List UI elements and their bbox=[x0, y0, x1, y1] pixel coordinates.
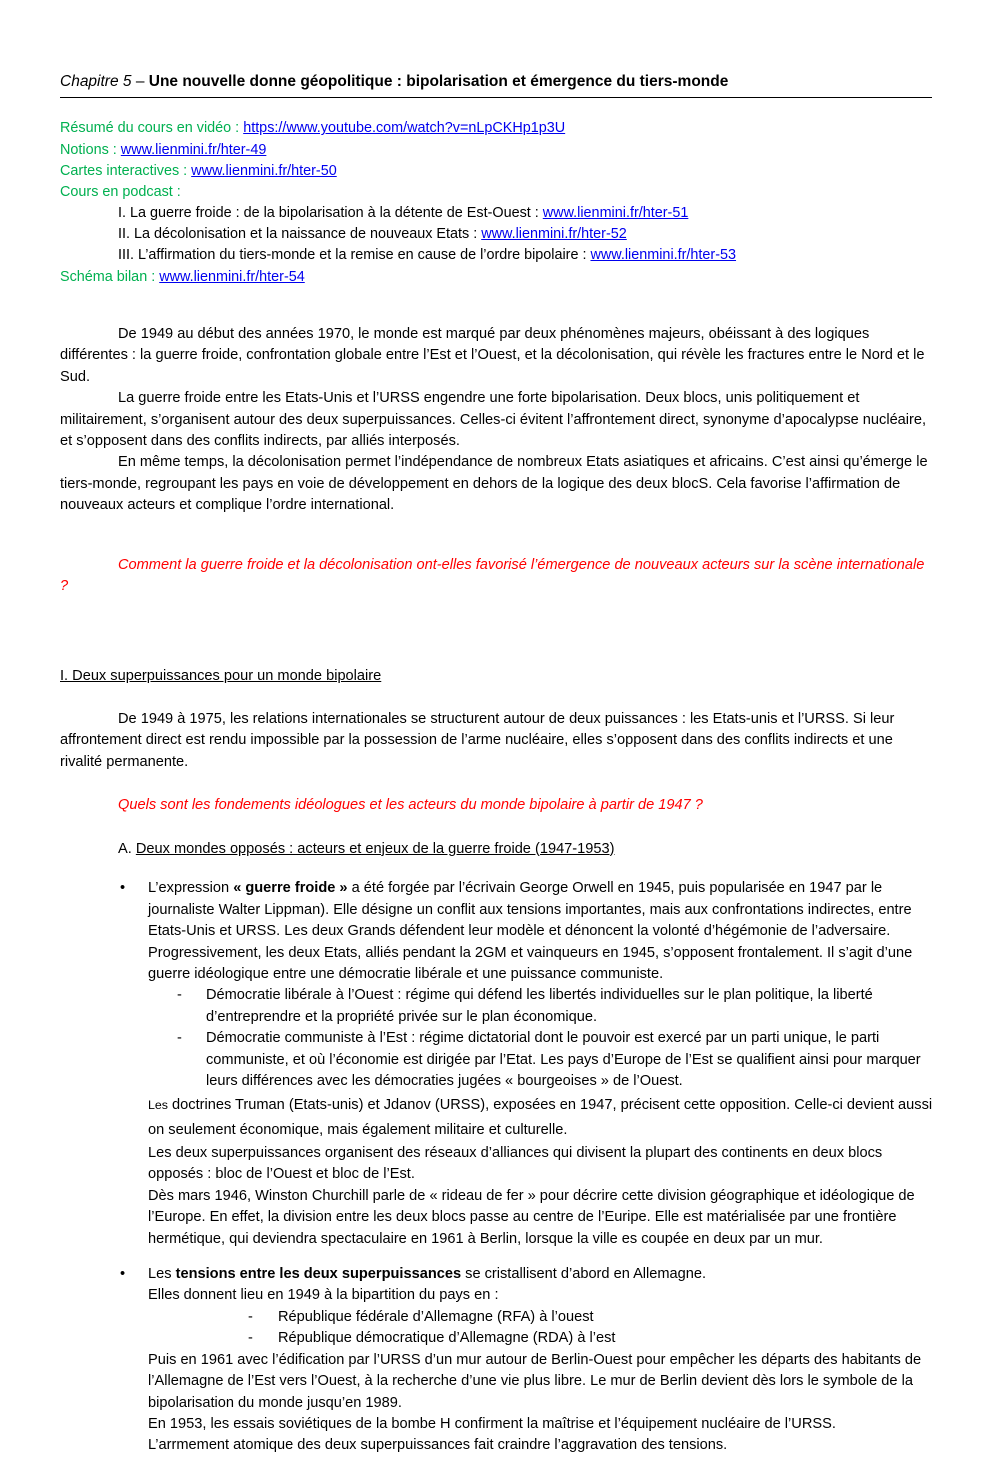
link-video[interactable]: https://www.youtube.com/watch?v=nLpCKHp1p3U bbox=[243, 120, 566, 137]
part-one-heading: I. Deux superpuissances pour un monde bipolaire bbox=[60, 667, 382, 684]
podcast-text-3: III. L’affirmation du tiers-monde et la remise en cause de l’ordre bipolaire : bbox=[118, 247, 591, 264]
bullet-item-2 bbox=[60, 1264, 935, 1457]
subsection-a-heading bbox=[60, 839, 935, 860]
dash-marker: - bbox=[248, 1330, 253, 1347]
subsection-a-lead: A. bbox=[118, 840, 136, 857]
resource-label-cartes: Cartes interactives : bbox=[60, 162, 192, 179]
link-podcast-3[interactable]: www.lienmini.fr/hter-53 bbox=[590, 247, 737, 264]
bullet-1-flow-1-lead: Les bbox=[148, 1097, 168, 1112]
bullet-1-flow-1-text: doctrines Truman (Etats-unis) et Jdanov (URSS), exposées en 1947, précisent cette opposition. Celle-ci devient aussi on seulement économique, mais également militaire et culturelle. bbox=[148, 1096, 933, 1138]
bullet-2-text-a: Les bbox=[148, 1265, 176, 1282]
link-podcast-2[interactable]: www.lienmini.fr/hter-52 bbox=[481, 226, 627, 243]
resource-row-video bbox=[60, 118, 935, 139]
part-one-heading-wrap bbox=[60, 666, 935, 687]
title-dash: – bbox=[131, 73, 149, 90]
resource-links-block bbox=[60, 118, 935, 287]
spacer bbox=[60, 860, 935, 878]
resource-row-schema bbox=[60, 267, 935, 288]
page-title bbox=[60, 72, 932, 98]
spacer bbox=[60, 644, 935, 666]
link-podcast-1[interactable]: www.lienmini.fr/hter-51 bbox=[542, 205, 689, 222]
problematique-generale: Comment la guerre froide et la décolonisation ont-elles favorisé l’émergence de nouveaux acteurs sur la scène internationale ? bbox=[60, 556, 925, 595]
intro-paragraph-3: En même temps, la décolonisation permet l’indépendance de nombreux Etats asiatiques et africains. C’est ainsi qu’émerge le tiers-monde, regroupant les pays en voie de développement en dehors de la logique des deux blocS. Cela favorise l’affirmation de nouveaux acteurs et complique l’ordre international. bbox=[60, 454, 928, 514]
resource-row-notions bbox=[60, 140, 935, 161]
bullet-2-bold: tensions entre les deux superpuissances bbox=[175, 1265, 462, 1282]
podcast-text-1: I. La guerre froide : de la bipolarisation à la détente de Est-Ouest : bbox=[118, 205, 543, 222]
bullet-2-line-2: Elles donnent lieu en 1949 à la bipartition du pays en : bbox=[148, 1287, 499, 1304]
spacer bbox=[60, 598, 935, 644]
resource-label-notions: Notions : bbox=[60, 141, 121, 158]
bullet-2-flow-2: En 1953, les essais soviétiques de la bombe H confirment la maîtrise et l’équipement nucléaire de l’URSS. bbox=[148, 1416, 836, 1432]
bullet-1-flow-3: Dès mars 1946, Winston Churchill parle de « rideau de fer » pour décrire cette division géographique et idéologique de l’Europe. En effet, la division entre les deux blocs passe au centre de l’Euripe. Elle est matérialisée par une frontière hermétique, qui deviendra spectaculaire en 1961 à Berlin, lorsque la ville es coupée en deux par un mur. bbox=[148, 1187, 915, 1247]
sub-item-text: République démocratique d’Allemagne (RDA) à l’est bbox=[278, 1330, 616, 1347]
link-schema[interactable]: www.lienmini.fr/hter-54 bbox=[159, 268, 305, 285]
introduction-block bbox=[60, 324, 935, 517]
subsection-a-title: Deux mondes opposés : acteurs et enjeux de la guerre froide (1947-1953) bbox=[135, 840, 615, 857]
sub-item-text: Démocratie libérale à l’Ouest : régime qui défend les libertés individuelles sur le plan politique, la liberté d’entreprendre et la propriété privée sur le plan économique. bbox=[206, 987, 873, 1025]
spacer bbox=[60, 773, 935, 795]
resource-label-schema: Schéma bilan : bbox=[60, 268, 160, 285]
title-chapter: Chapitre 5 bbox=[60, 73, 132, 90]
podcast-text-2: II. La décolonisation et la naissance de nouveaux Etats : bbox=[118, 226, 482, 243]
sub-item-text: République fédérale d’Allemagne (RFA) à l’ouest bbox=[278, 1308, 594, 1325]
sub-item bbox=[148, 1307, 935, 1328]
bullet-item-1 bbox=[60, 878, 935, 1250]
bullet-marker: • bbox=[120, 880, 126, 897]
resource-label-podcast: Cours en podcast : bbox=[60, 183, 181, 200]
dash-marker: - bbox=[248, 1308, 253, 1325]
bullet-1-flow-1 bbox=[148, 1093, 935, 1143]
bullet-1-text-a: L’expression bbox=[148, 880, 234, 897]
bullet-1-paragraph bbox=[148, 878, 935, 985]
bullet-2-flow-3: L’arrmement atomique des deux superpuissances fait craindre l’aggravation des tensions. bbox=[148, 1437, 728, 1454]
bullet-marker: • bbox=[120, 1265, 126, 1282]
document-content bbox=[60, 72, 935, 1457]
spacer bbox=[60, 817, 935, 839]
sub-item bbox=[148, 985, 935, 1028]
spacer bbox=[60, 517, 935, 555]
bullet-1-flow-2: Les deux superpuissances organisent des réseaux d’alliances qui divisent la plupart des continents en deux blocs opposés : bloc de l’Ouest et bloc de l’Est. bbox=[148, 1144, 883, 1183]
spacer bbox=[60, 1250, 935, 1264]
bullet-2-text-b: se cristallisent d’abord en Allemagne. bbox=[461, 1265, 707, 1282]
podcast-item-1 bbox=[60, 203, 935, 224]
sub-item-text: Démocratie communiste à l’Est : régime dictatorial dont le pouvoir est exercé par un parti unique, le parti communiste, et où l’économie est dirigée par l’Etat. Les pays d’Europe de l’Est se qualifient ainsi pour marquer leurs différences avec les démocraties jugées « bourgeoises » de l’Ouest. bbox=[206, 1030, 921, 1090]
sub-item bbox=[148, 1328, 935, 1349]
part-one-paragraph: De 1949 à 1975, les relations internationales se structurent autour de deux puissances : les Etats-unis et l’URSS. Si leur affrontement direct est rendu impossible par la possession de l’arme nucléaire, elles s’opposent dans des conflits indirects et une rivalité permanente. bbox=[60, 711, 895, 770]
bullet-2-flow-1: Puis en 1961 avec l’édification par l’URSS d’un mur autour de Berlin-Ouest pour empêcher les départs des habitants de l’Allemagne de l’Est vers l’Ouest, à la recherche d’une vie plus libre. Le mur de Berlin devient dès lors le symbole de la bipolarisation du monde jusqu’en 1989. bbox=[148, 1351, 922, 1411]
podcast-item-3 bbox=[60, 245, 935, 266]
resource-row-podcast bbox=[60, 182, 935, 203]
intro-paragraph-1: De 1949 au début des années 1970, le monde est marqué par deux phénomènes majeurs, obéissant à des logiques différentes : la guerre froide, confrontation globale entre l’Est et l’Ouest, et la décolonisation, qui révèle les fractures entre le Nord et le Sud. bbox=[60, 325, 925, 385]
bullet-1-bold: « guerre froide » bbox=[233, 880, 348, 897]
intro-paragraph-2: La guerre froide entre les Etats-Unis et l’URSS engendre une forte bipolarisation. Deux blocs, unis politiquement et militairement, s’organisent autour des deux superpuissances. Celles-ci évitent l’affrontement direct, synonyme d’apocalypse nucléaire, et s’opposent dans des conflits indirects, par alliés interposés. bbox=[60, 390, 927, 449]
bullet-2-paragraph bbox=[148, 1264, 935, 1285]
part-one-question: Quels sont les fondements idéologues et les acteurs du monde bipolaire à partir de 1947 ? bbox=[118, 797, 703, 814]
link-cartes[interactable]: www.lienmini.fr/hter-50 bbox=[191, 162, 337, 179]
podcast-item-2 bbox=[60, 224, 935, 245]
spacer bbox=[60, 687, 935, 709]
resource-row-cartes bbox=[60, 161, 935, 182]
resource-label-video: Résumé du cours en vidéo : bbox=[60, 120, 244, 137]
bullet-2-sublist bbox=[148, 1307, 935, 1350]
dash-marker: - bbox=[177, 1030, 182, 1047]
sub-item bbox=[148, 1028, 935, 1092]
dash-marker: - bbox=[177, 987, 182, 1004]
title-main: Une nouvelle donne géopolitique : bipolarisation et émergence du tiers-monde bbox=[148, 73, 729, 90]
bullet-1-text-b: a été forgée par l’écrivain George Orwell en 1945, puis popularisée en 1947 par le journaliste Walter Lippman). Elle désigne un conflit aux tensions importantes, mais aux confrontations indirectes, entre Etats-Unis et URSS. Les deux Grands défendent leur modèle et dénoncent la volonté d’hégémonie de l’adversaire. Progressivement, les deux Etats, alliés pendant la 2GM et vainqueurs en 1945, s’opposent frontalement. Il s’agit d’une guerre idéologique entre une démocratie libérale et une puissance communiste. bbox=[148, 880, 913, 982]
link-notions[interactable]: www.lienmini.fr/hter-49 bbox=[120, 141, 267, 158]
bullet-1-sublist bbox=[148, 985, 935, 1092]
